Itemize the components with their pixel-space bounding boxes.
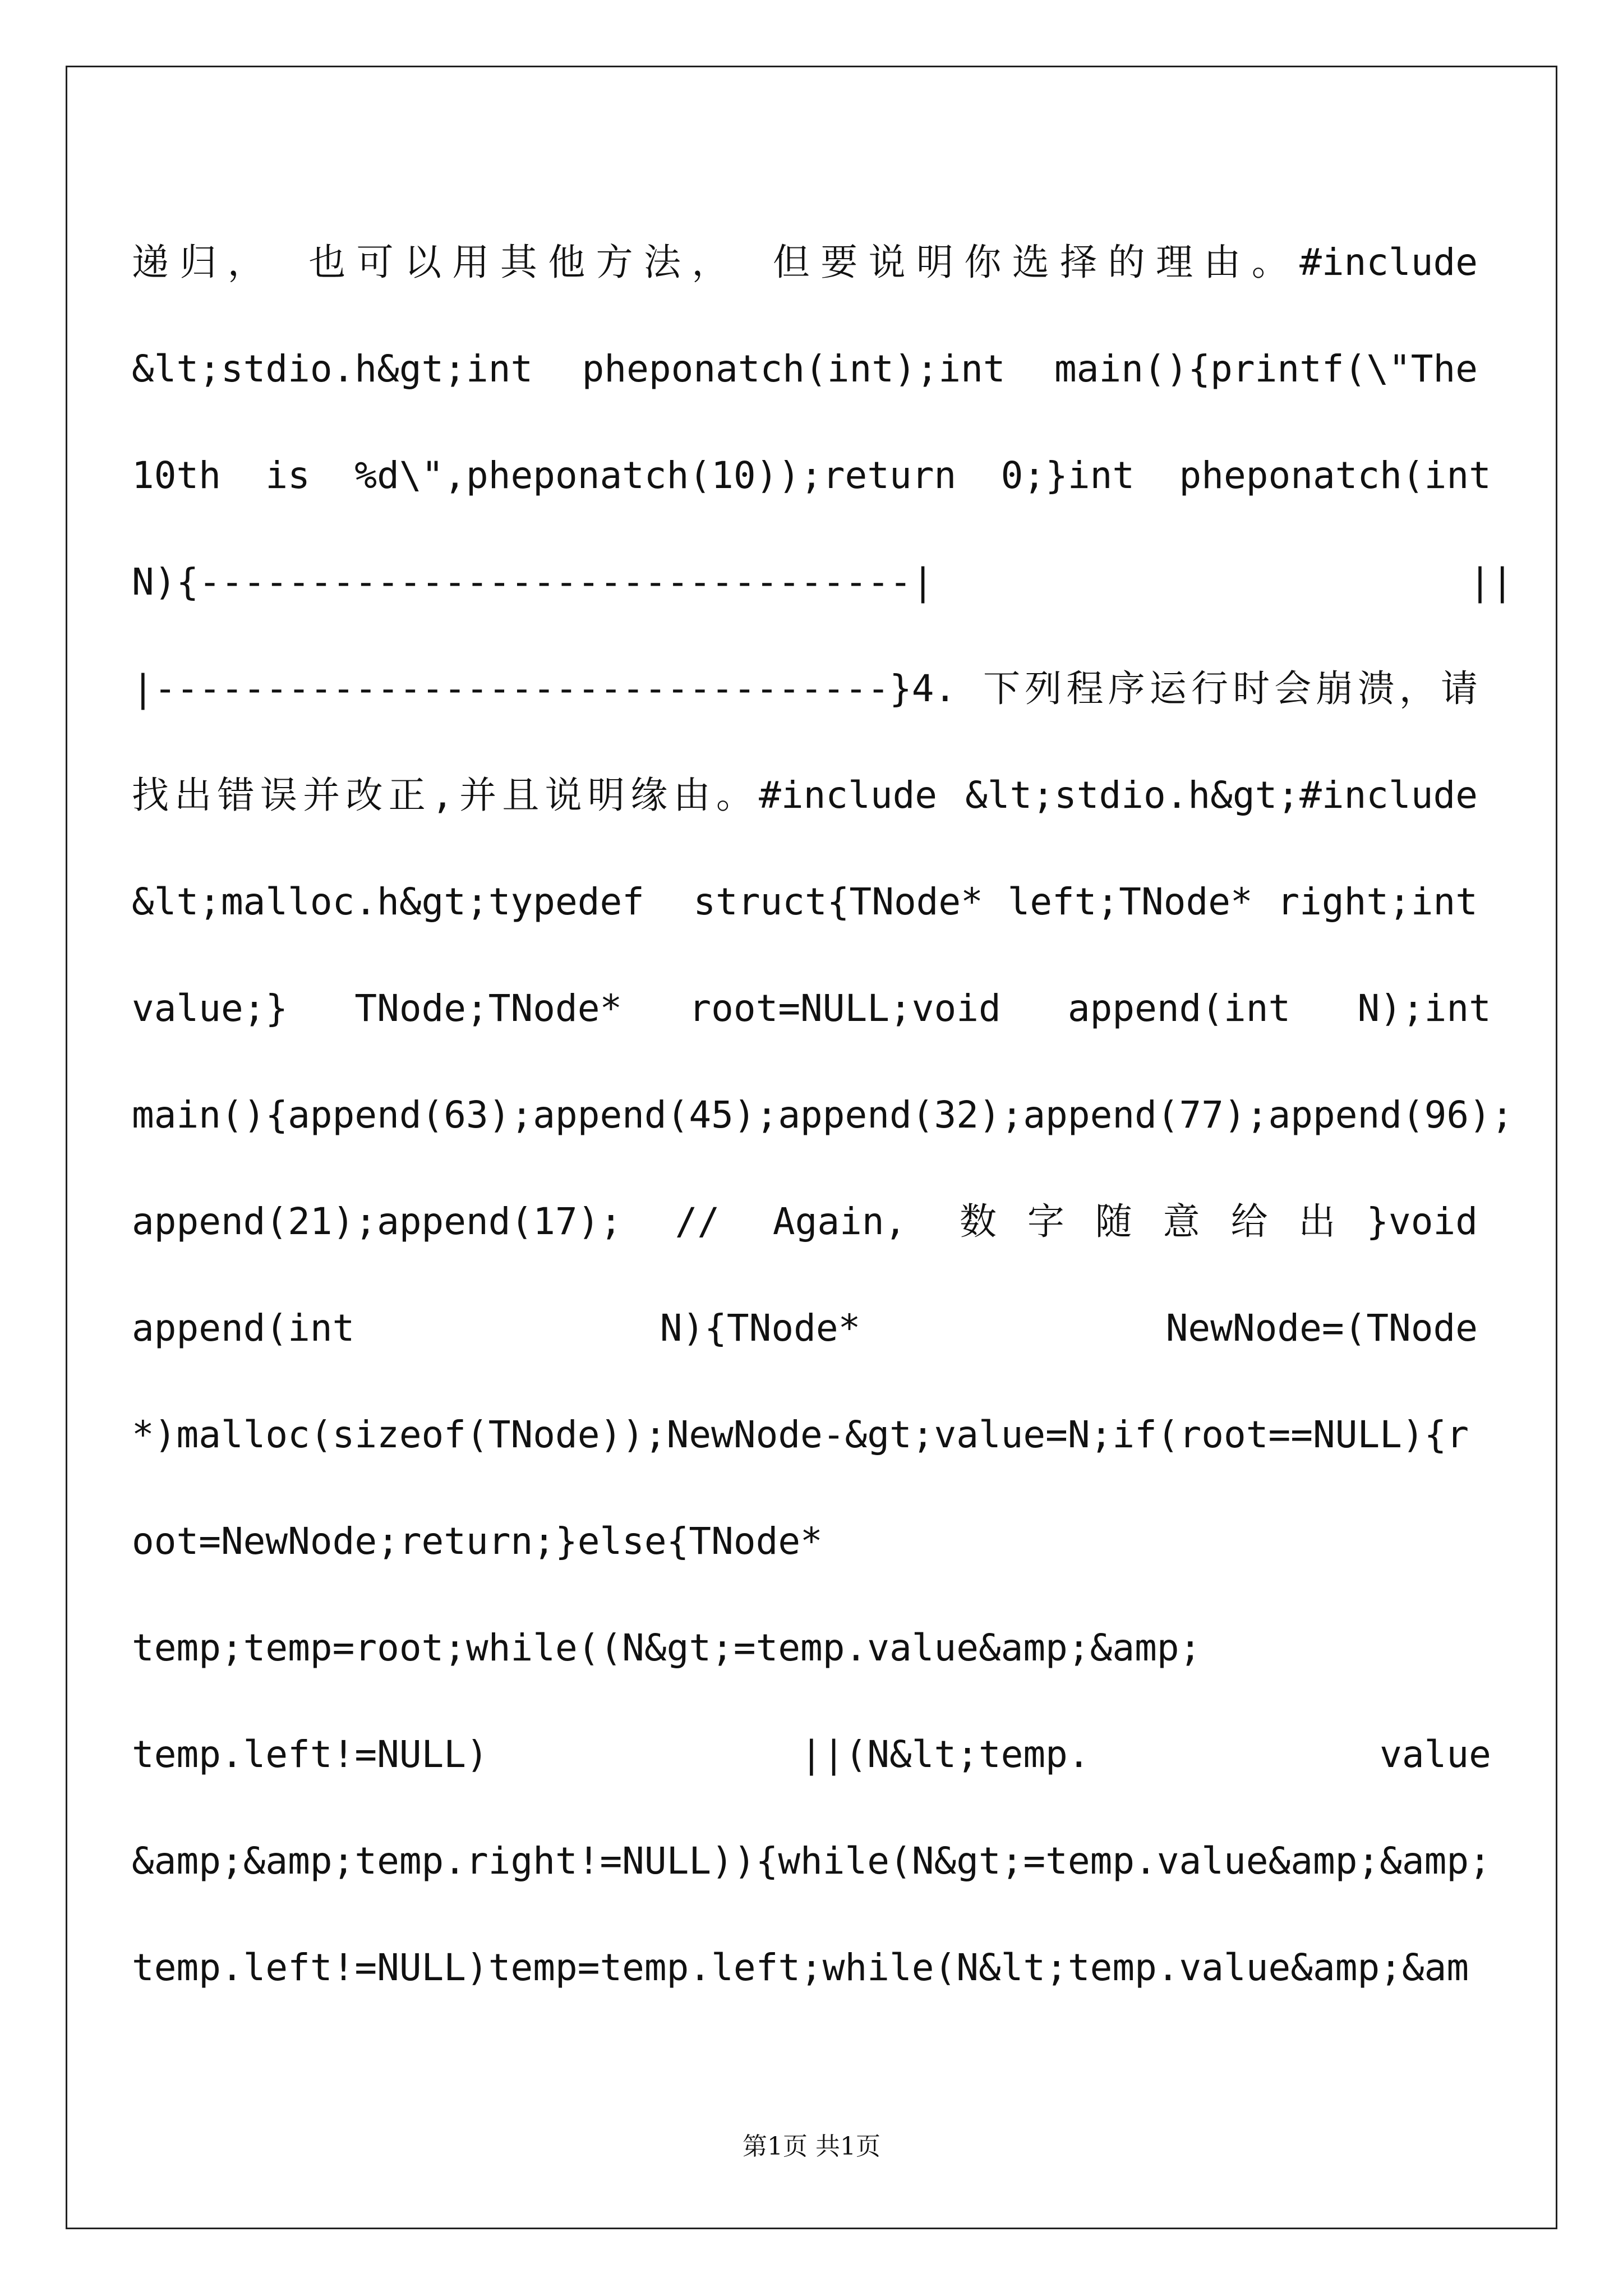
text-line: temp.left!=NULL)temp=temp.left;while(N&lt;temp.value&amp;&am <box>132 1946 1469 1989</box>
text-line: temp;temp=root;while((N&gt;=temp.value&amp;&amp; <box>132 1626 1202 1669</box>
page-footer: 第1页 共1页 <box>743 2132 880 2161</box>
text-line: &lt;malloc.h&gt;typedef struct{TNode* left;TNode* right;int <box>132 880 1478 923</box>
text-line: *)malloc(sizeof(TNode));NewNode-&gt;value=N;if(root==NULL){r <box>132 1413 1469 1456</box>
text-line: append(int N){TNode* NewNode=(TNode <box>132 1306 1478 1350</box>
text-line: append(21);append(17); // Again, 数 字 随 意 给 出 }void <box>132 1200 1478 1243</box>
text-line: 找出错误并改正,并且说明缘由。#include &lt;stdio.h&gt;#include <box>132 774 1478 817</box>
text-line: main(){append(63);append(45);append(32);append(77);append(96); <box>132 1093 1514 1137</box>
text-line: &lt;stdio.h&gt;int pheponatch(int);int main(){printf(\"The <box>132 347 1478 390</box>
text-line: &amp;&amp;temp.right!=NULL)){while(N&gt;=temp.value&amp;&amp; <box>132 1839 1491 1883</box>
text-line: temp.left!=NULL) ||(N&lt;temp. value <box>132 1733 1491 1776</box>
text-line: 递归， 也可以用其他方法， 但要说明你选择的理由。#include <box>132 241 1478 284</box>
text-line: N){--------------------------------| || <box>132 560 1514 604</box>
text-line: value;} TNode;TNode* root=NULL;void append(int N);int <box>132 987 1491 1030</box>
text-line: oot=NewNode;return;}else{TNode* <box>132 1520 823 1563</box>
text-line: 10th is %d\",pheponatch(10));return 0;}int pheponatch(int <box>132 454 1491 497</box>
text-line: |---------------------------------}4. 下列程序运行时会崩溃，请 <box>132 667 1478 710</box>
